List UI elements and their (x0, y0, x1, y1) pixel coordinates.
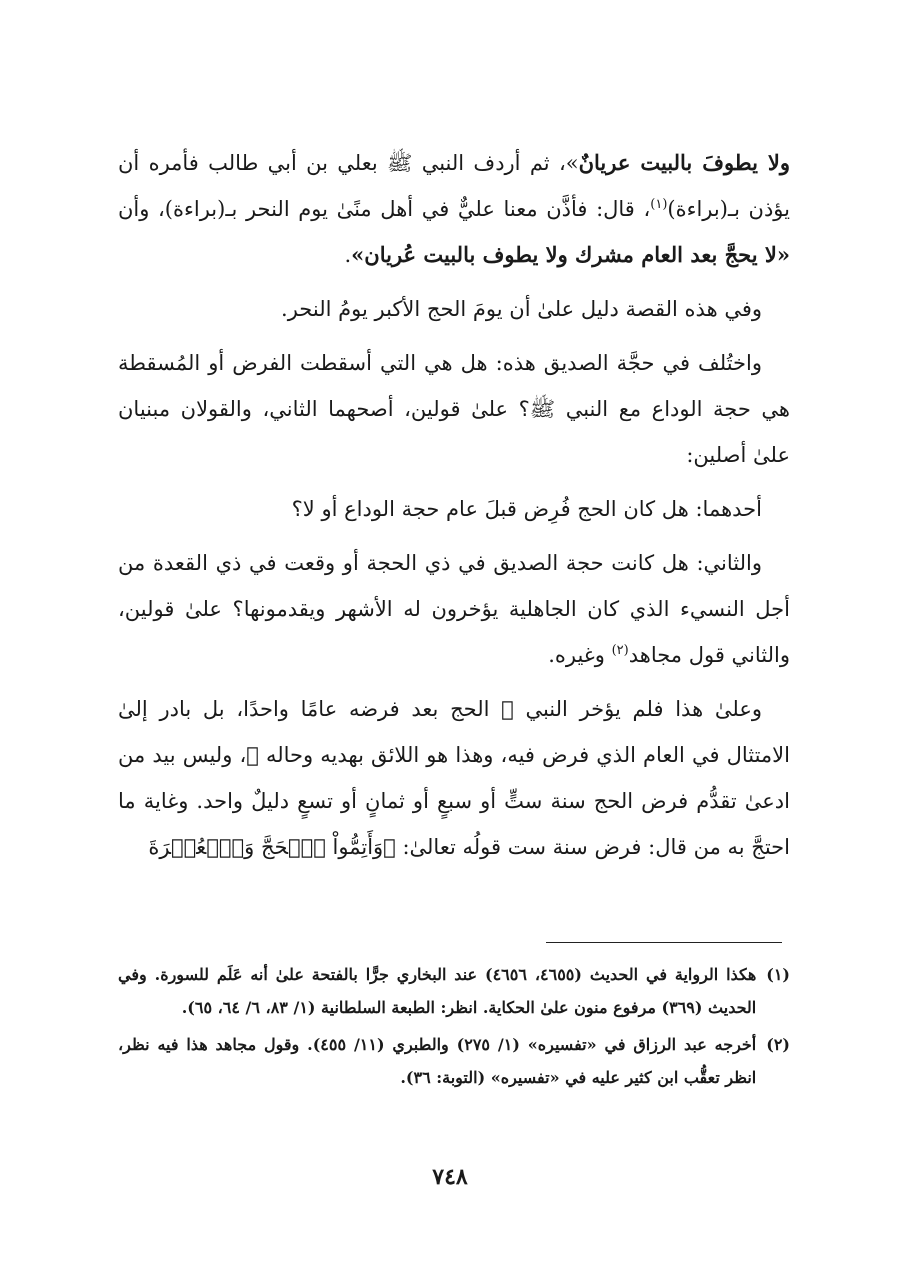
paragraph-1 (118, 140, 790, 278)
paragraph-text: وغيره. (548, 643, 612, 667)
footnote-ref-1[interactable]: (١) (650, 197, 668, 212)
paragraph-text: . (344, 243, 352, 267)
paragraph-5 (118, 540, 790, 678)
paragraph-2: وفي هذه القصة دليل علىٰ أن يومَ الحج الأكبر يومُ النحر. (281, 297, 762, 321)
hadith-quote: ولا يطوفَ بالبيت عريانٌ (578, 150, 790, 175)
main-text (118, 140, 790, 878)
footnote-number: (١) (766, 965, 790, 984)
footnote-ref-2[interactable]: (٢) (611, 643, 629, 658)
paragraph-text: ، قال: فأذَّن معنا عليٌّ في أهل منًىٰ يوم النحر بـ(براءة)، وأن (118, 197, 651, 221)
paragraph-3: واختُلف في حجَّة الصديق هذه: هل هي التي أسقطت الفرض أو المُسقطة هي حجة الوداع مع النبي ﷺ؟ علىٰ قولين، أصحهما الثاني، والقولان مبنيان علىٰ أصلين: (118, 351, 790, 467)
paragraph-text: »، ثم أردف النبي ﷺ بعلي بن أبي طالب فأمره أن يؤذن بـ(براءة) (118, 151, 791, 221)
paragraph-4: أحدهما: هل كان الحج فُرِض قبلَ عام حجة الوداع أو لا؟ (291, 497, 762, 521)
footnote-1 (118, 958, 790, 1024)
footnote-text: أخرجه عبد الرزاق في «تفسيره» (١/ ٢٧٥) والطبري (١١/ ٤٥٥). وقول مجاهد هذا فيه نظر، انظر تعقُّب ابن كثير عليه في «تفسيره» (التوبة: ٣٦). (118, 1035, 757, 1087)
page-number: ٧٤٨ (432, 1164, 468, 1190)
footnote-text: هكذا الرواية في الحديث (٤٦٥٥، ٤٦٥٦) عند البخاري جرًّا بالفتحة علىٰ أنه عَلَم للسورة. وفي الحديث (٣٦٩) مرفوع منون علىٰ الحكاية. انظر: الطبعة السلطانية (١/ ٨٣، ٦/ ٦٤، ٦٥). (118, 965, 757, 1017)
footnote-2 (118, 1028, 790, 1094)
footnote-divider (546, 942, 782, 943)
paragraph-6: وعلىٰ هذا فلم يؤخر النبي ﷺ الحج بعد فرضه عامًا واحدًا، بل بادر إلىٰ الامتثال في العام الذي فرض فيه، وهذا هو اللائق بهديه وحاله ﷺ، وليس بيد من ادعىٰ تقدُّم فرض الحج سنة ستٍّ أو سبعٍ أو ثمانٍ أو تسعٍ دليلٌ واحد. وغاية ما احتجَّ به من قال: فرض سنة ست قولُه تعالىٰ: ﴿وَأَتِمُّواْ ٱلۡحَجَّ وَٱلۡعُمۡرَةَ (118, 697, 790, 859)
footnote-number: (٢) (766, 1035, 790, 1054)
footnotes (118, 958, 790, 1098)
hadith-quote: «لا يحجَّ بعد العام مشرك ولا يطوف بالبيت عُريان» (351, 242, 790, 267)
paragraph-text: والثاني: هل كانت حجة الصديق في ذي الحجة أو وقعت في ذي القعدة من أجل النسيء الذي كان الجاهلية يؤخرون له الأشهر ويقدمونها؟ علىٰ قولين، والثاني قول مجاهد (118, 551, 790, 667)
